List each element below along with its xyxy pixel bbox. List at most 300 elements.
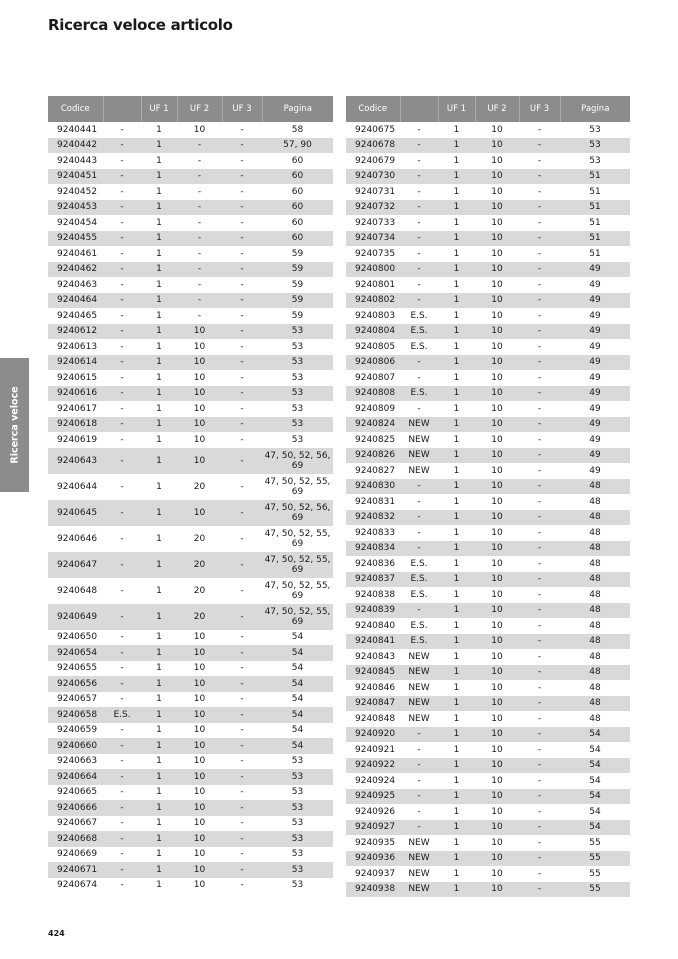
cell-uf3: - [519,231,560,247]
cell-status: - [120,124,124,135]
table-row [346,138,630,154]
cell-uf2: 10 [193,787,206,798]
cell-status: E.S. [400,386,438,402]
cell-uf3: - [519,448,560,464]
cell-status: NEW [408,682,430,693]
cell-uf2: 10 [491,279,503,290]
cell-code: 9240731 [355,186,396,197]
cell-status: - [400,789,438,805]
table-row [48,785,333,801]
cell-page: 48 [560,479,630,495]
cell-uf2: 10 [491,124,503,135]
cell-uf1: 1 [141,293,177,309]
header-pagina: Pagina [262,96,333,122]
cell-uf2: 10 [177,738,222,754]
cell-uf2: - [197,248,202,259]
cell-uf1: 1 [141,231,177,247]
cell-page: 53 [291,756,304,767]
table-row [346,618,630,634]
cell-page: 49 [560,324,630,340]
table-row [48,200,333,216]
cell-uf1: 1 [141,169,177,185]
cell-uf2: 10 [193,341,206,352]
cell-status: - [400,479,438,495]
cell-page: 54 [262,645,333,661]
cell-code: 9240674 [57,880,98,891]
cell-uf2: 10 [475,882,519,898]
table-row [346,386,630,402]
cell-status: - [103,645,141,661]
cell-uf2: 10 [475,541,519,557]
cell-page: 48 [589,558,601,569]
cell-uf2: 10 [193,756,206,767]
cell-code: 9240612 [48,324,103,340]
cell-uf3: - [222,676,262,692]
cell-code: 9240848 [355,713,396,724]
cell-status: E.S. [410,558,428,569]
cell-page: 54 [291,725,304,736]
cell-code: 9240644 [57,481,98,492]
cell-status: - [103,200,141,216]
cell-status: NEW [400,448,438,464]
cell-code: 9240613 [57,341,98,352]
table-row [346,572,630,588]
cell-status: - [103,355,141,371]
cell-uf2: 10 [475,603,519,619]
cell-status: - [400,820,438,836]
cell-uf1: 1 [438,603,475,619]
cell-page: 53 [291,372,304,383]
table-row [48,645,333,661]
cell-uf2: 10 [177,448,222,474]
cell-code: 9240453 [48,200,103,216]
cell-code: 9240826 [346,448,400,464]
cell-status: - [120,155,124,166]
cell-uf2: 10 [475,510,519,526]
cell-uf3: - [537,434,542,445]
cell-uf2: 20 [193,481,206,492]
cell-uf3: - [519,603,560,619]
cell-code: 9240808 [346,386,400,402]
cell-page: 49 [560,386,630,402]
cell-status: - [120,694,124,705]
cell-uf1: 1 [438,479,475,495]
cell-status: NEW [400,417,438,433]
cell-page: 48 [560,541,630,557]
cell-uf1: 1 [141,448,177,474]
cell-code: 9240803 [355,310,396,321]
cell-uf1: 1 [453,310,460,321]
cell-uf2: 20 [193,533,206,544]
cell-uf2: 10 [475,727,519,743]
cell-uf2: 10 [491,372,503,383]
cell-uf1: 1 [141,707,177,723]
cell-uf2: 10 [475,386,519,402]
header-codice: Codice [48,96,103,122]
cell-uf3: - [537,279,542,290]
header-uf2: UF 2 [177,96,222,122]
cell-code: 9240920 [346,727,400,743]
cell-page: 48 [560,603,630,619]
cell-status: - [417,372,421,383]
cell-uf2: 10 [491,217,503,228]
cell-uf1: 1 [453,868,460,879]
cell-uf3: - [222,231,262,247]
cell-uf1: 1 [438,448,475,464]
cell-uf3: - [537,248,542,259]
table-row [48,862,333,878]
table-row [48,184,333,200]
cell-uf1: 1 [453,372,460,383]
cell-uf3: - [240,186,244,197]
cell-page: 49 [560,355,630,371]
cell-page: 53 [262,800,333,816]
cell-status: - [400,355,438,371]
cell-code: 9240618 [48,417,103,433]
cell-uf3: - [240,341,244,352]
cell-page: 48 [589,713,601,724]
cell-page: 59 [291,279,304,290]
cell-code: 9240663 [57,756,98,767]
cell-page: 48 [560,634,630,650]
table-row [48,692,333,708]
table-row [346,184,630,200]
cell-code: 9240462 [48,262,103,278]
cell-uf1: 1 [453,837,460,848]
cell-uf2: 10 [491,465,503,476]
cell-uf3: - [537,806,542,817]
cell-uf2: 10 [475,169,519,185]
cell-uf1: 1 [141,552,177,578]
cell-page: 48 [560,572,630,588]
cell-uf2: 10 [475,789,519,805]
cell-uf2: 10 [177,862,222,878]
cell-uf3: - [537,155,542,166]
cell-code: 9240647 [48,552,103,578]
cell-code: 9240461 [57,248,98,259]
cell-uf1: 1 [156,632,162,643]
cell-uf2: 10 [491,527,503,538]
cell-uf2: 10 [193,880,206,891]
cell-uf2: 10 [177,645,222,661]
cell-uf1: 1 [453,651,460,662]
table-row [346,773,630,789]
table-row [48,277,333,293]
cell-uf3: - [222,324,262,340]
cell-uf1: 1 [453,465,460,476]
cell-page: 53 [262,862,333,878]
cell-page: 54 [560,727,630,743]
cell-uf1: 1 [438,510,475,526]
table-row [48,308,333,324]
cell-uf2: 10 [177,676,222,692]
cell-code: 9240658 [48,707,103,723]
cell-status: E.S. [410,310,428,321]
cell-uf3: - [537,620,542,631]
cell-code: 9240666 [48,800,103,816]
cell-page: 53 [291,787,304,798]
cell-uf1: 1 [438,138,475,154]
table-row [48,246,333,262]
cell-status: - [417,527,421,538]
cell-uf2: 10 [193,663,206,674]
cell-uf3: - [537,589,542,600]
cell-page: 53 [589,124,601,135]
cell-uf1: 1 [438,324,475,340]
cell-code: 9240922 [346,758,400,774]
cell-uf3: - [240,310,244,321]
table-row [346,665,630,681]
cell-status: E.S. [400,572,438,588]
cell-uf2: - [177,262,222,278]
cell-uf2: 10 [193,818,206,829]
cell-page: 53 [291,818,304,829]
header-uf1: UF 1 [141,96,177,122]
cell-uf2: 10 [491,806,503,817]
cell-code: 9240648 [57,585,98,596]
cell-code: 9240926 [355,806,396,817]
cell-uf1: 1 [438,541,475,557]
cell-status: - [417,496,421,507]
cell-page: 60 [262,231,333,247]
cell-uf2: 10 [193,124,206,135]
cell-uf1: 1 [453,589,460,600]
cell-page: 53 [291,341,304,352]
cell-page: 48 [589,496,601,507]
cell-uf2: 10 [475,696,519,712]
cell-uf3: - [519,138,560,154]
cell-status: - [120,849,124,860]
cell-uf1: 1 [156,310,162,321]
cell-status: - [103,552,141,578]
table-row [346,556,630,572]
cell-code: 9240675 [355,124,396,135]
cell-uf2: 10 [491,434,503,445]
cell-page: 53 [262,324,333,340]
table-row [48,432,333,448]
table-row [346,339,630,355]
cell-uf3: - [537,868,542,879]
cell-uf3: - [537,465,542,476]
cell-uf3: - [222,169,262,185]
cell-code: 9240452 [57,186,98,197]
table-row [346,696,630,712]
cell-code: 9240841 [346,634,400,650]
table-row [48,448,333,474]
table-row [48,231,333,247]
header-uf3: UF 3 [519,96,560,122]
header-status [103,96,141,122]
cell-code: 9240843 [355,651,396,662]
cell-uf1: 1 [141,500,177,526]
cell-page: 53 [262,386,333,402]
cell-uf3: - [222,800,262,816]
table-row [48,707,333,723]
cell-uf1: 1 [141,138,177,154]
cell-status: - [120,663,124,674]
cell-uf1: 1 [438,231,475,247]
table-row [346,649,630,665]
cell-uf1: 1 [141,645,177,661]
header-uf3: UF 3 [222,96,262,122]
table-row [346,262,630,278]
cell-uf1: 1 [438,417,475,433]
cell-uf3: - [240,585,244,596]
cell-status: - [417,744,421,755]
cell-uf2: 10 [491,682,503,693]
cell-status: - [120,310,124,321]
cell-uf2: 10 [491,868,503,879]
cell-uf1: 1 [156,849,162,860]
cell-page: 54 [589,806,601,817]
cell-page: 48 [589,527,601,538]
cell-uf3: - [240,434,244,445]
cell-uf1: 1 [453,434,460,445]
cell-uf1: 1 [438,262,475,278]
cell-uf1: 1 [141,676,177,692]
cell-uf1: 1 [141,738,177,754]
cell-page: 53 [291,403,304,414]
cell-uf2: 10 [475,231,519,247]
cell-code: 9240669 [57,849,98,860]
cell-page: 53 [589,155,601,166]
cell-page: 51 [589,217,601,228]
cell-page: 53 [291,880,304,891]
cell-uf1: 1 [453,341,460,352]
cell-uf3: - [240,818,244,829]
cell-uf1: 1 [438,665,475,681]
cell-page: 54 [262,676,333,692]
cell-page: 53 [291,849,304,860]
cell-status: - [103,417,141,433]
cell-uf2: 10 [193,694,206,705]
header-pagina: Pagina [560,96,630,122]
cell-uf2: 10 [491,496,503,507]
cell-page: 51 [589,186,601,197]
cell-uf3: - [240,248,244,259]
cell-uf3: - [519,882,560,898]
cell-code: 9240838 [355,589,396,600]
table-row [346,215,630,231]
cell-uf3: - [537,837,542,848]
cell-uf1: 1 [141,324,177,340]
cell-uf2: - [177,231,222,247]
cell-code: 9240730 [346,169,400,185]
cell-uf2: 10 [475,820,519,836]
cell-uf2: 10 [475,417,519,433]
cell-uf2: 10 [177,500,222,526]
table-row [48,122,333,138]
table-row [48,800,333,816]
table-row [48,604,333,630]
cell-page: 53 [291,434,304,445]
cell-code: 9240938 [346,882,400,898]
cell-status: - [103,676,141,692]
cell-page: 54 [560,789,630,805]
cell-code: 9240831 [355,496,396,507]
cell-code: 9240443 [57,155,98,166]
cell-uf2: 10 [491,620,503,631]
cell-uf3: - [519,510,560,526]
cell-page: 53 [262,769,333,785]
cell-uf1: 1 [438,851,475,867]
cell-uf3: - [519,727,560,743]
cell-uf2: 10 [177,324,222,340]
cell-uf3: - [222,552,262,578]
header-status [400,96,438,122]
cell-uf3: - [240,756,244,767]
cell-uf1: 1 [438,200,475,216]
cell-uf3: - [519,665,560,681]
cell-uf2: - [197,217,202,228]
cell-code: 9240655 [57,663,98,674]
cell-code: 9240616 [48,386,103,402]
cell-uf1: 1 [141,417,177,433]
cell-uf3: - [519,572,560,588]
cell-uf1: 1 [438,820,475,836]
cell-status: - [417,806,421,817]
cell-uf2: 20 [177,604,222,630]
cell-page: 51 [560,231,630,247]
cell-uf1: 1 [141,386,177,402]
cell-status: - [120,186,124,197]
cell-code: 9240801 [355,279,396,290]
cell-code: 9240442 [48,138,103,154]
cell-page: 55 [589,868,601,879]
table-row [346,122,630,138]
table-row [48,878,333,894]
cell-code: 9240733 [355,217,396,228]
cell-uf1: 1 [156,787,162,798]
cell-uf1: 1 [438,293,475,309]
cell-page: 49 [589,465,601,476]
cell-uf3: - [222,831,262,847]
cell-status: - [400,200,438,216]
table-row [346,277,630,293]
cell-uf2: 10 [475,851,519,867]
cell-page: 55 [589,837,601,848]
cell-status: E.S. [410,589,428,600]
cell-uf2: 10 [177,800,222,816]
cell-page: 47, 50, 52, 55, 69 [264,580,331,601]
cell-page: 49 [560,262,630,278]
cell-status: - [120,787,124,798]
cell-page: 54 [589,775,601,786]
table-row [346,153,630,169]
cell-uf1: 1 [156,818,162,829]
table-row [346,742,630,758]
cell-code: 9240827 [355,465,396,476]
cell-uf3: - [222,862,262,878]
cell-uf3: - [537,217,542,228]
cell-uf1: 1 [453,186,460,197]
table-row [48,215,333,231]
cell-uf1: 1 [438,696,475,712]
cell-uf3: - [519,541,560,557]
cell-status: - [103,169,141,185]
cell-uf2: 10 [177,417,222,433]
cell-page: 60 [291,217,304,228]
cell-code: 9240847 [346,696,400,712]
cell-code: 9240735 [355,248,396,259]
table-row [346,200,630,216]
cell-uf1: 1 [141,769,177,785]
cell-code: 9240668 [48,831,103,847]
cell-status: NEW [408,868,430,879]
cell-code: 9240649 [48,604,103,630]
cell-uf3: - [519,634,560,650]
cell-status: - [400,758,438,774]
